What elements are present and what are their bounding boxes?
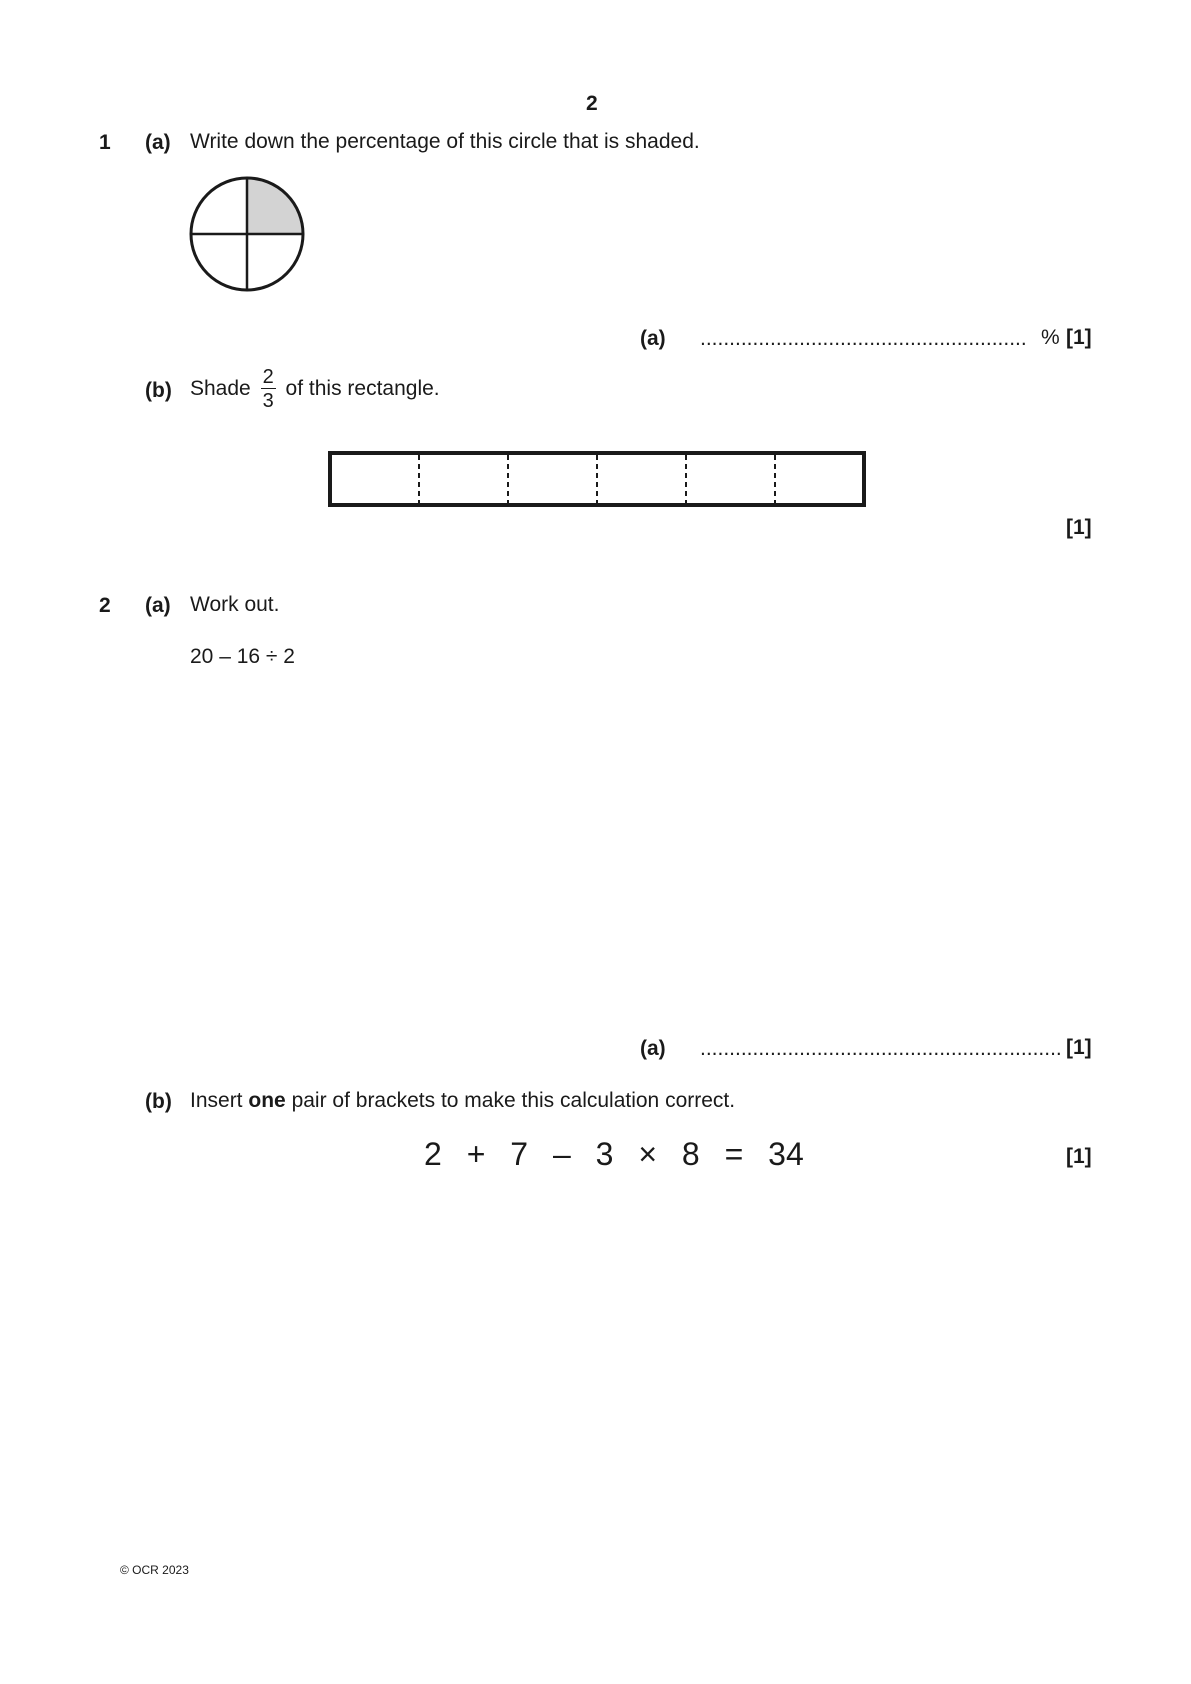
page-number: 2 [586,92,598,115]
question-1a-text: Write down the percentage of this circle that is shaded. [190,130,700,153]
question-1-number: 1 [99,131,111,154]
working-space-2a[interactable] [190,690,1090,1020]
question-2a-text: Work out. [190,593,280,616]
question-1b-label: (b) [145,379,172,402]
question-2b-text [190,1090,735,1111]
question-1b-text-after: of this rectangle. [285,377,440,400]
calc-term-1: 2 [424,1136,442,1172]
answer-2a-dots: .............................................................. [700,1037,1062,1060]
calc-term-4: 8 [681,1136,700,1172]
calc-term-3: 3 [595,1136,614,1172]
question-2b-marks: [1] [1066,1145,1092,1168]
fraction-denominator: 3 [262,390,274,413]
question-1b-text-before: Shade [190,377,251,400]
calc-term-2: 7 [510,1136,529,1172]
fraction-numerator: 2 [262,366,274,389]
question-2b-text-bold: one [248,1089,286,1112]
two-thirds-fraction [261,367,276,411]
answer-1a-marks: [1] [1066,326,1092,349]
bracket-calculation[interactable] [424,1136,804,1173]
answer-2a-label: (a) [640,1037,666,1060]
calc-times-operator: × [638,1136,658,1172]
calc-equals-sign: = [724,1136,744,1172]
divided-rectangle-figure[interactable] [328,451,866,507]
question-2b-label: (b) [145,1090,172,1113]
answer-1a-dots: ........................................................ [700,327,1027,350]
calc-minus-operator: – [552,1136,571,1172]
question-1b-text [190,366,440,412]
question-2a-expression: 20 – 16 ÷ 2 [190,645,295,668]
copyright-footer: © OCR 2023 [120,1563,189,1577]
question-2b-text-after: pair of brackets to make this calculation correct. [291,1089,736,1112]
answer-1a-label: (a) [640,327,666,350]
question-2a-label: (a) [145,594,171,617]
question-1a-label: (a) [145,131,171,154]
calc-plus-operator: + [466,1136,486,1172]
calc-result: 34 [768,1136,804,1172]
question-2b-text-before: Insert [190,1089,243,1112]
quartered-circle-figure [185,176,315,296]
rectangle-outline [330,453,864,505]
answer-1a-unit: % [1041,326,1060,349]
question-2-number: 2 [99,594,111,617]
answer-1a-line[interactable] [700,327,1027,351]
question-1b-marks: [1] [1066,516,1092,539]
answer-2a-line[interactable] [700,1037,1062,1061]
answer-2a-marks: [1] [1066,1036,1092,1059]
